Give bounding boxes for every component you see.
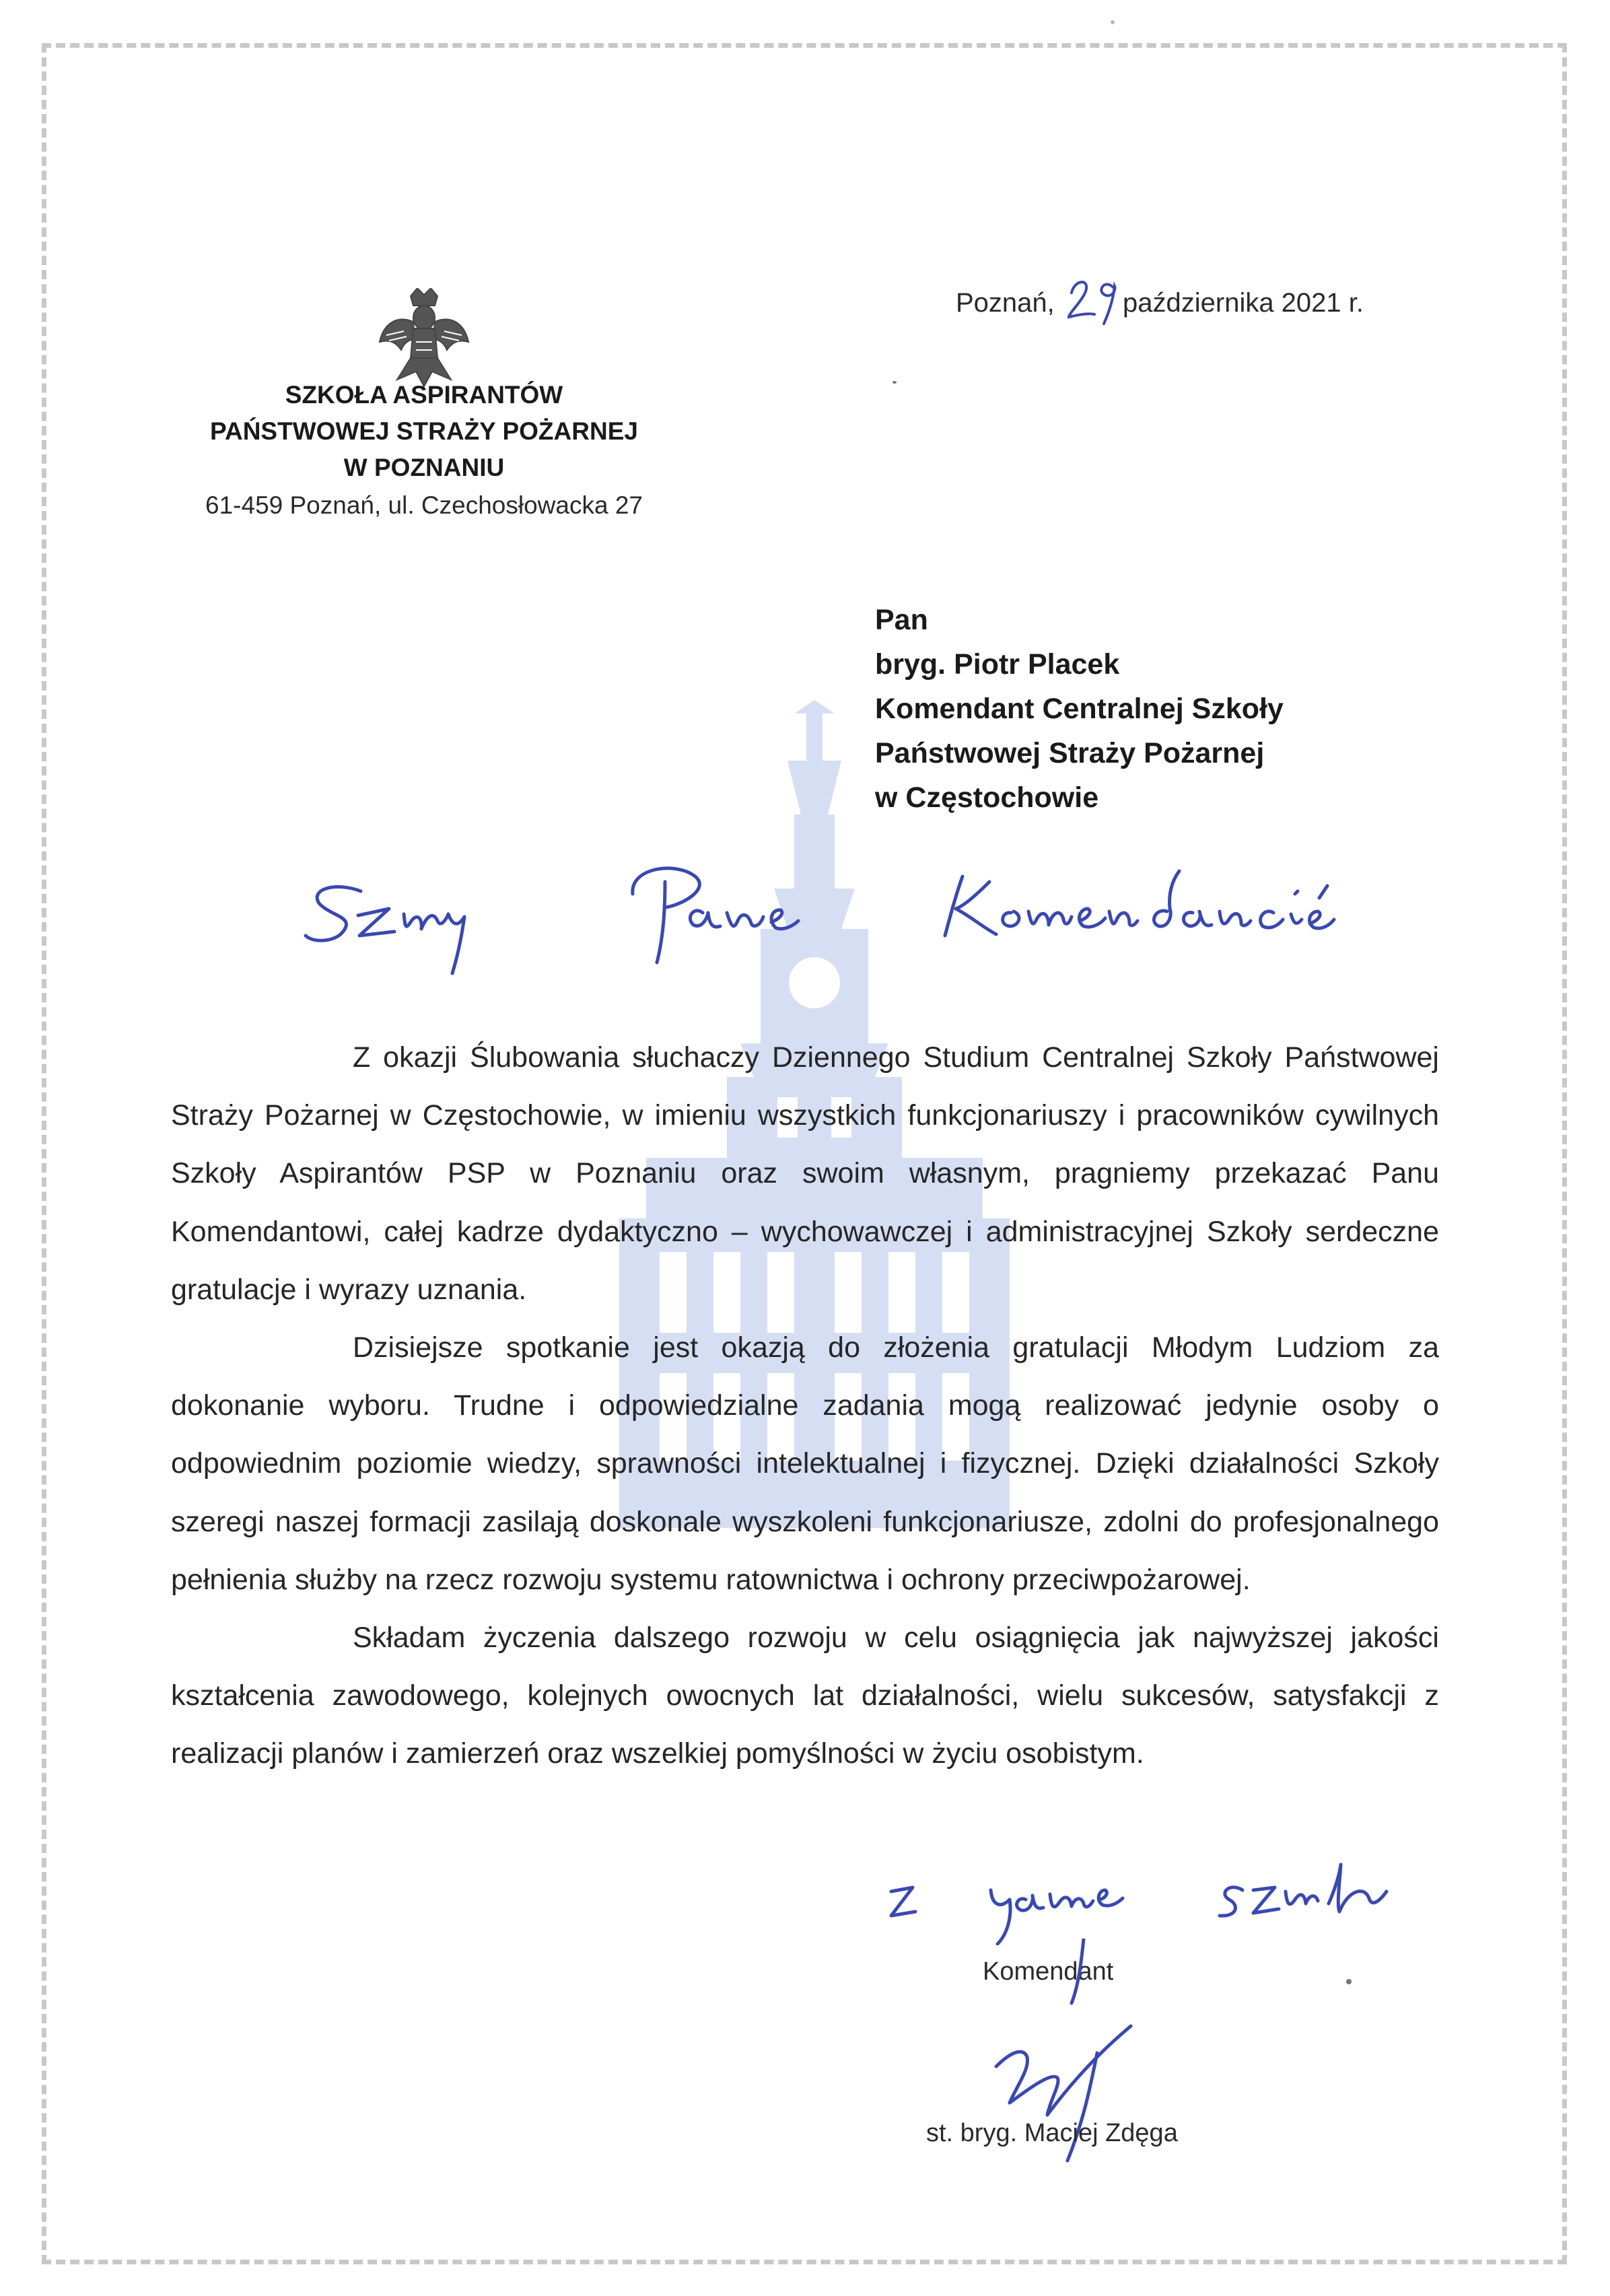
signatory-title: Komendant	[983, 1957, 1114, 1986]
recipient-line2: bryg. Piotr Placek	[875, 648, 1120, 681]
recipient-line5: w Częstochowie	[875, 781, 1099, 814]
institution-name-line3: W POZNANIU	[343, 454, 505, 481]
handwritten-salutation	[296, 841, 1440, 976]
date-month-year: października 2021 r.	[1123, 288, 1364, 318]
signatory-name: st. bryg. Maciej Zdęga	[926, 2119, 1178, 2147]
institution-address: 61-459 Poznań, ul. Czechosłowacka 27	[205, 491, 643, 519]
letter-body	[171, 1029, 1439, 1783]
recipient-block	[875, 598, 1284, 820]
scan-speck	[1346, 1979, 1352, 1984]
handwritten-day	[1065, 273, 1125, 326]
institution-name-line2: PAŃSTWOWEJ STRAŻY POŻARNEJ	[210, 417, 638, 445]
recipient-line4: Państwowej Straży Pożarnej	[875, 737, 1265, 769]
body-paragraph-2: Dzisiejsze spotkanie jest okazją do złożenia gratulacji Młodym Ludziom za dokonanie wyboru. Trudne i odpowiedzialne zadania mogą realizować jedynie osoby o odpowiednim poziomie wiedzy, sprawności intelektualnej i fizycznej. Dzięki działalności Szkoły szeregi naszej formacji zasilają doskonale wyszkoleni funkcjonariusze, zdolni do profesjonalnego pełnienia służby na rzecz rozwoju systemu ratownictwa i ochrony przeciwpożarowej.	[171, 1331, 1439, 1596]
scan-speck	[1111, 20, 1115, 24]
polish-eagle-emblem-icon	[377, 288, 471, 389]
body-paragraph-1: Z okazji Ślubowania słuchaczy Dziennego Studium Centralnej Szkoły Państwowej Straży Pożarnej w Częstochowie, w imieniu wszystkich funkcjonariuszy i pracowników cywilnych Szkoły Aspirantów PSP w Poznaniu oraz swoim własnym, pragniemy przekazać Panu Komendantowi, całej kadrze dydaktyczno – wychowawczej i administracyjnej Szkoły serdeczne gratulacje i wyrazy uznania.	[171, 1041, 1439, 1306]
institution-header	[155, 377, 693, 525]
date-city: Poznań,	[956, 288, 1055, 318]
institution-name-line1: SZKOŁA ASPIRANTÓW	[285, 381, 563, 409]
body-paragraph-3: Składam życzenia dalszego rozwoju w celu osiągnięcia jak najwyższej jakości kształcenia zawodowego, kolejnych owocnych lat działalności, wielu sukcesów, satysfakcji z realizacji planów i zamierzeń oraz wszelkiej pomyślności w życiu osobistym.	[171, 1622, 1439, 1770]
scan-speck	[893, 381, 897, 384]
recipient-line1: Pan	[875, 604, 928, 636]
recipient-line3: Komendant Centralnej Szkoły	[875, 693, 1284, 725]
handwritten-closing	[868, 1851, 1407, 1945]
